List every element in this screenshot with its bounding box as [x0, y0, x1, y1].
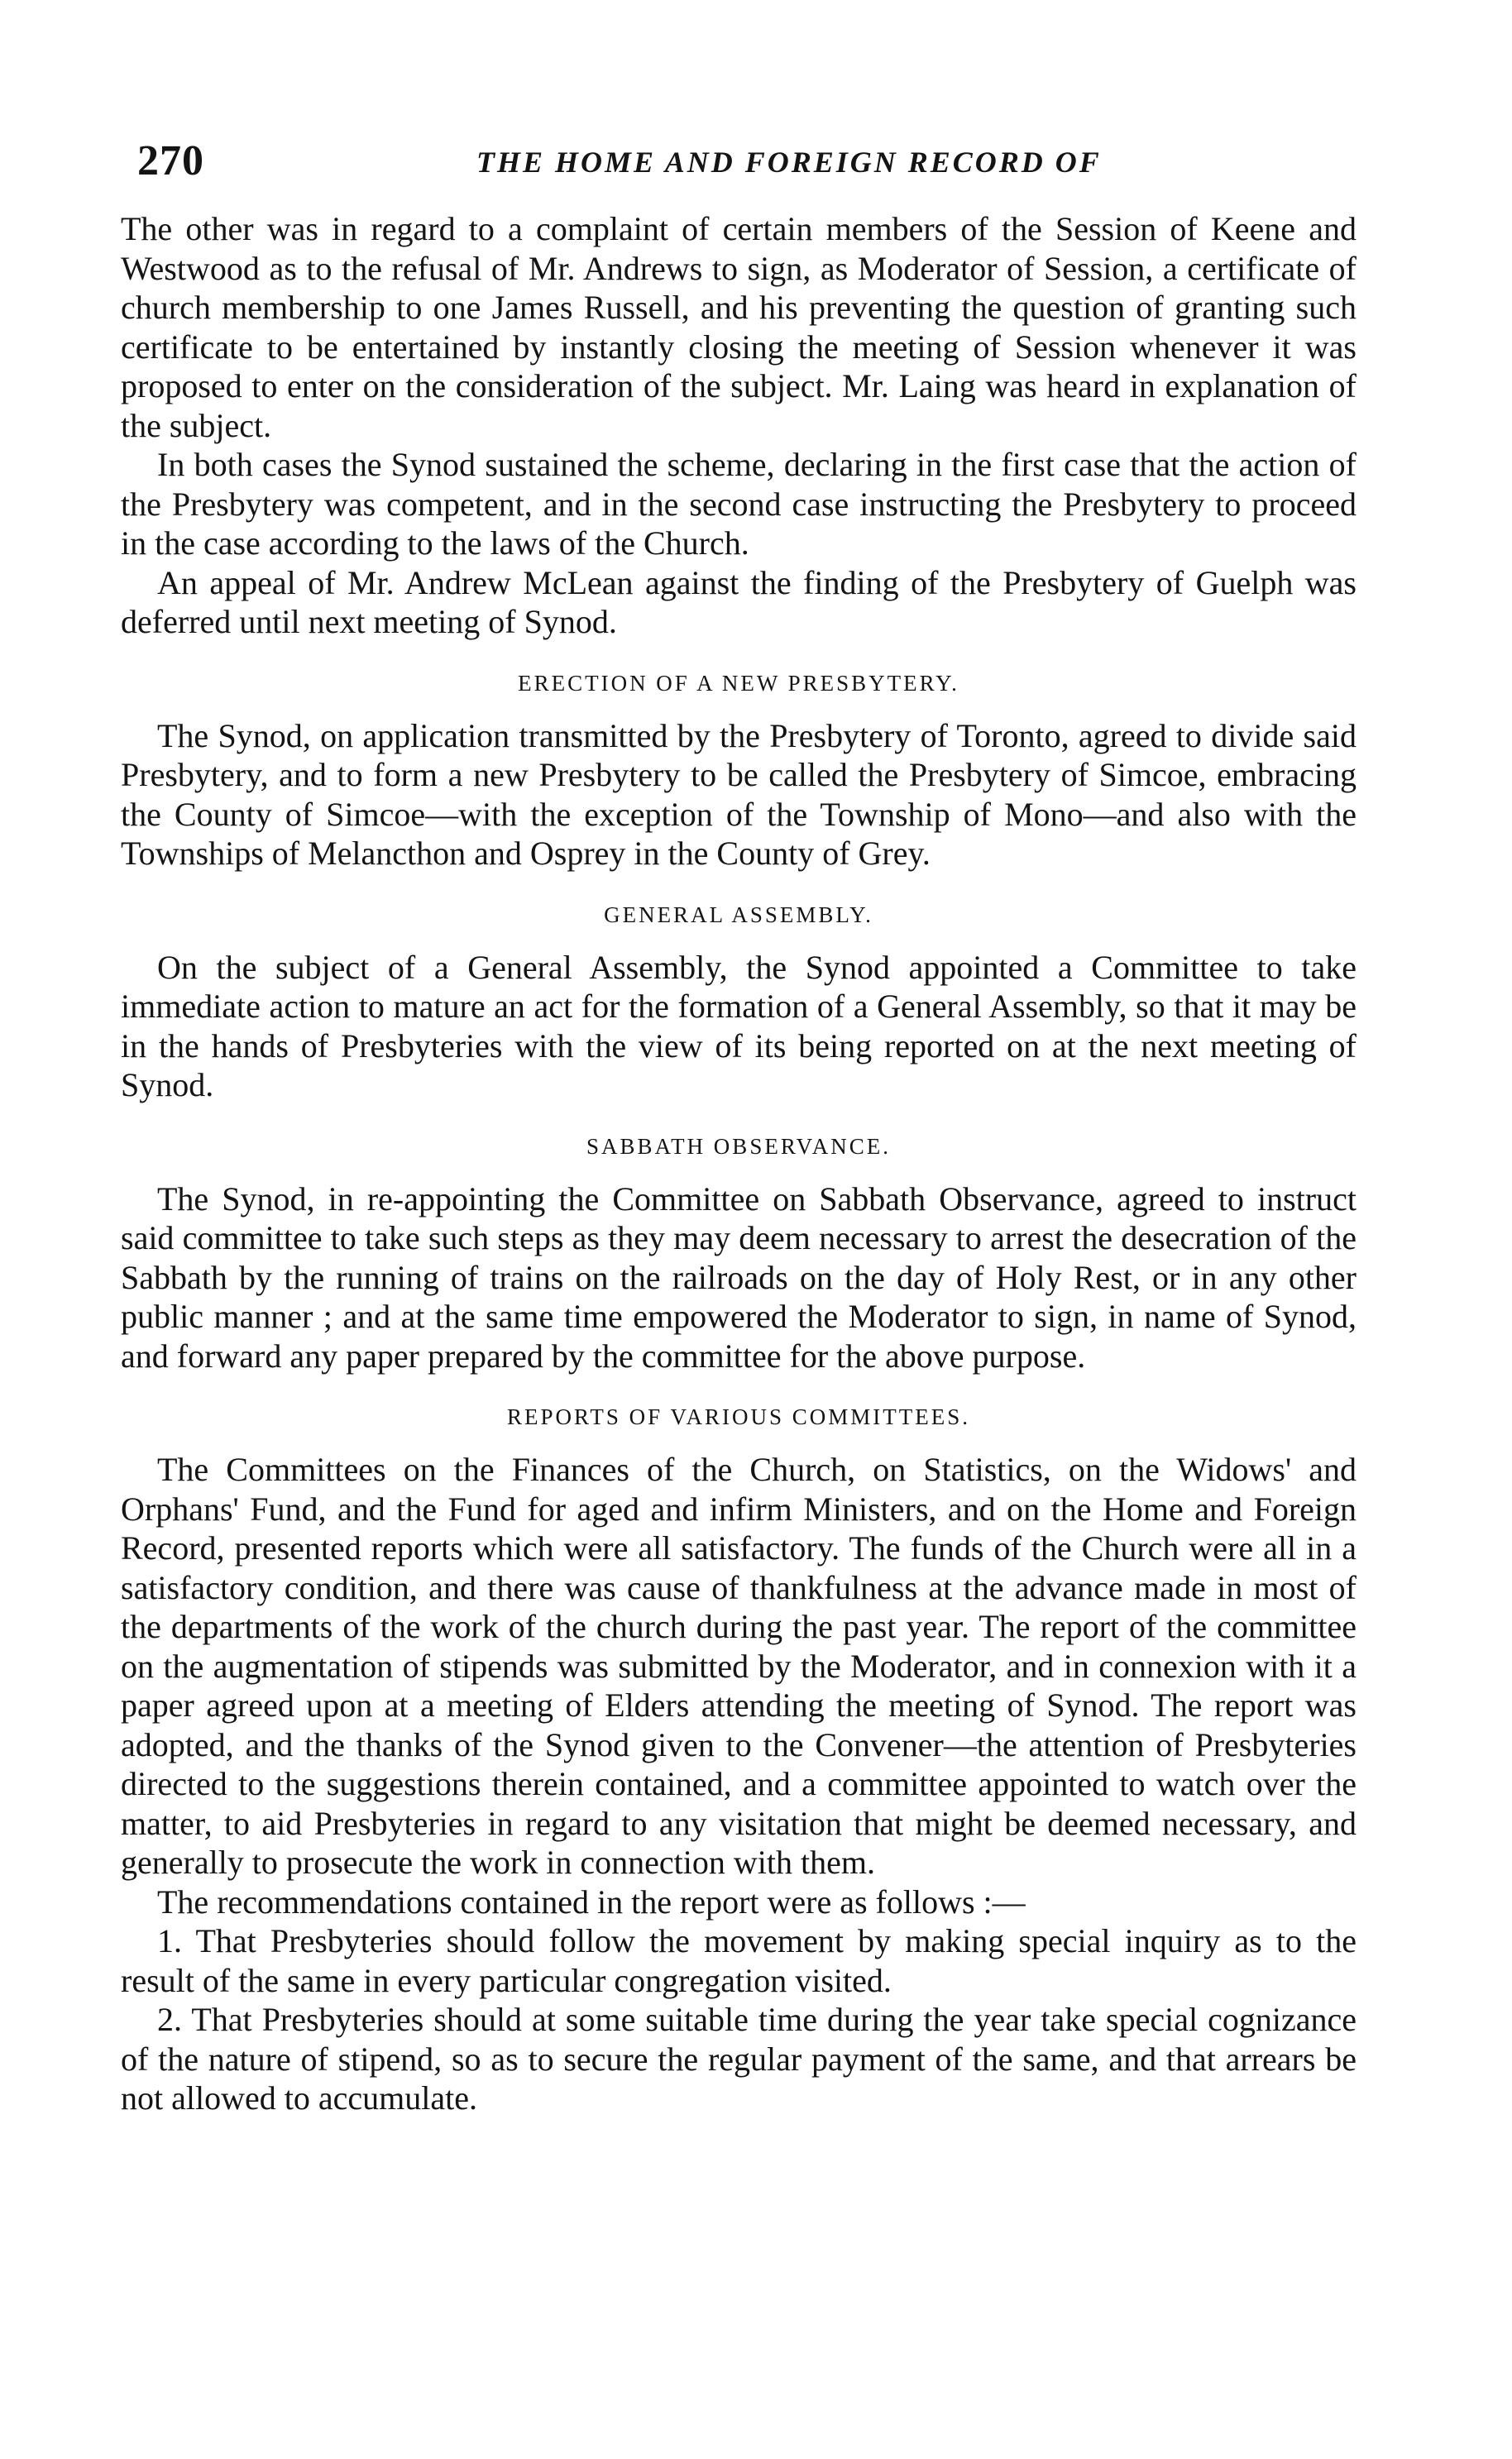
section-heading: REPORTS OF VARIOUS COMMITTEES. — [507, 1404, 970, 1429]
paragraph: The recommendations contained in the report were as follows :— — [157, 1883, 1026, 1921]
intro-section — [121, 209, 1356, 642]
section-sabbath-observance — [121, 1130, 1356, 1376]
running-header — [121, 136, 1356, 194]
paragraph: In both cases the Synod sustained the scheme, declaring in the first case that the action of the Presbytery was competent, and in the second case instructing the Presbytery to proceed in the case according to the laws of the Church. — [121, 446, 1356, 562]
running-title: THE HOME AND FOREIGN RECORD OF — [476, 146, 1102, 179]
list-item: 1. That Presbyteries should follow the movement by making special inquiry as to the result of the same in every particular congregation visited. — [121, 1922, 1356, 1999]
paragraph: The Synod, in re-appointing the Committee on Sabbath Observance, agreed to instruct said committee to take such steps as they may deem necessary to arrest the desecration of the Sabbath by the running of trains on the railroads on the day of Holy Rest, or in any other public manner ; and at the same time empowered the Moderator to sign, in name of Synod, and forward any paper prepared by the committee for the above purpose. — [121, 1179, 1356, 1375]
section-reports-committees — [121, 1400, 1356, 2118]
paragraph: The other was in regard to a complaint of certain members of the Session of Keene and Westwood as to the refusal of Mr. Andrews to sign, as Moderator of Session, a certificate of church membership to one James Russell, and his preventing the question of granting such certificate to be entertained by instantly closing the meeting of Session whenever it was proposed to enter on the consideration of the subject. Mr. Laing was heard in explanation of the subject. — [121, 210, 1356, 444]
section-erection-presbytery — [121, 667, 1356, 873]
section-general-assembly — [121, 898, 1356, 1105]
paragraph: The Synod, on application transmitted by the Presbytery of Toronto, agreed to divide said Presbytery, and to form a new Presbytery to be called the Presbytery of Simcoe, embracing the County of Simcoe—with the exception of the Township of Mono—and also with the Townships of Melancthon and Osprey in the County of Grey. — [121, 716, 1356, 872]
paragraph: On the subject of a General Assembly, the Synod appointed a Committee to take immediate action to mature an act for the formation of a General Assembly, so that it may be in the hands of Presbyteries with the view of its being reported on at the next meeting of Synod. — [121, 948, 1356, 1103]
list-item: 2. That Presbyteries should at some suitable time during the year take special cognizance of the nature of stipend, so as to secure the regular payment of the same, and that arrears be not allowed to accumulate. — [121, 2001, 1356, 2117]
section-heading: ERECTION OF A NEW PRESBYTERY. — [518, 670, 959, 696]
section-heading: GENERAL ASSEMBLY. — [604, 902, 873, 927]
paragraph: The Committees on the Finances of the Church, on Statistics, on the Widows' and Orphans' Fund, and the Fund for aged and infirm Ministers, and on the Home and Foreign Record, presented reports which were all satisfactory. The funds of the Church were all in a satisfactory condition, and there was cause of thankfulness at the advance made in most of the departments of the work of the church during the past year. The report of the committee on the augmentation of stipends was submitted by the Moderator, and in connexion with it a paper agreed upon at a meeting of Elders attending the meeting of Synod. The report was adopted, and the thanks of the Synod given to the Convener—the attention of Presbyteries directed to the suggestions therein contained, and a committee appointed to watch over the matter, to aid Presbyteries in regard to any visitation that might be deemed necessary, and generally to prosecute the work in connection with them. — [121, 1451, 1356, 1881]
page-number: 270 — [137, 137, 204, 184]
section-heading: SABBATH OBSERVANCE. — [586, 1133, 891, 1159]
paragraph: An appeal of Mr. Andrew McLean against the finding of the Presbytery of Guelph was deferred until next meeting of Synod. — [121, 563, 1356, 640]
